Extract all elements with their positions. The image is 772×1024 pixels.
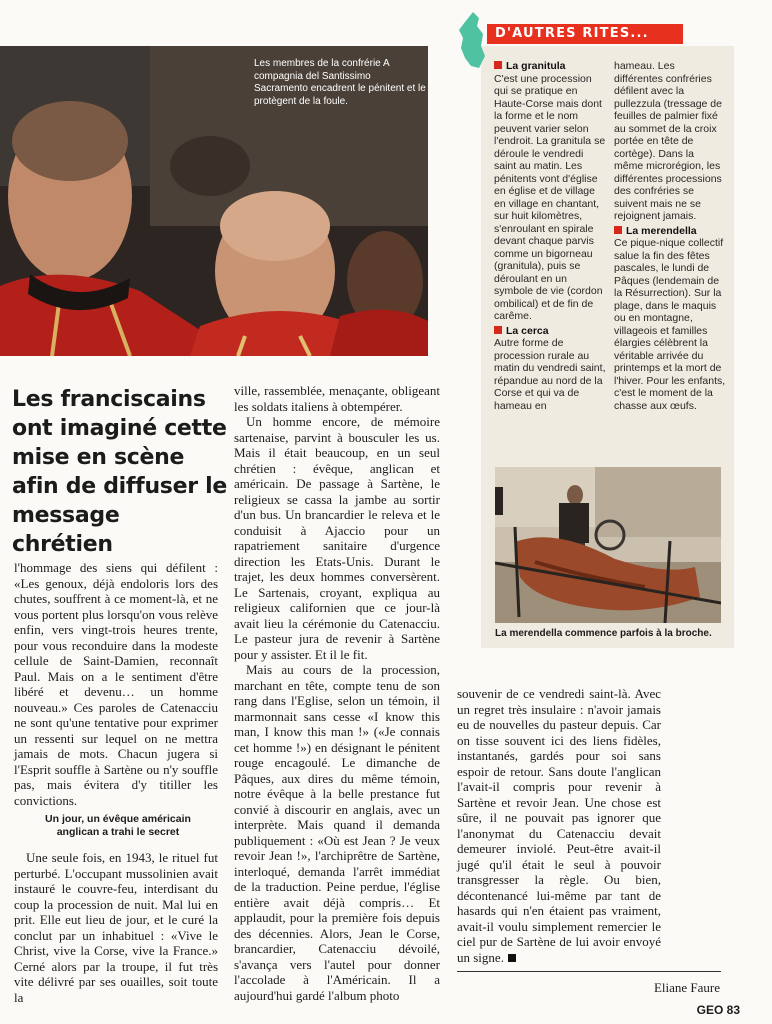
- author-signature: Eliane Faure: [653, 980, 720, 995]
- sidebar-tag: D'AUTRES RITES...: [487, 24, 683, 44]
- section-title: La cerca: [506, 324, 549, 337]
- top-photo-caption: Les membres de la confrérie A compagnia del Santissimo Sacramento encadrent le pénitent et le protègent de la foule.: [254, 58, 426, 107]
- page-number: 83: [726, 1003, 740, 1017]
- article-column-3: [457, 686, 661, 965]
- sidebar-photo-caption: La merendella commence parfois à la broche.: [495, 628, 712, 639]
- top-photo: [0, 46, 428, 356]
- column-1-paragraph: Une seule fois, en 1943, le rituel fut perturbé. L'occupant mussolinien avait instauré le couvre-feu, interdisant du coup la procession de nuit. Mal lui en prit. Elle eut lieu de jour, et le curé la conclut par un inhabituel : «Vive le Christ, vive la Corse, vive la France.» Cerné alors par la troupe, il fut très vite délivré par ses ouailles, soit toute la: [14, 850, 218, 1005]
- page-folio: [680, 1003, 740, 1017]
- section-title: La merendella: [626, 224, 697, 237]
- column-2-paragraph: ville, rassemblée, menaçante, obligeant les soldats italiens à obtempérer.: [234, 383, 440, 414]
- roast-photo-illustration: [495, 467, 721, 623]
- section-text: Ce pique-nique collectif salue la fin des fêtes pascales, le lundi de Pâques (lendemain de la Résurrection). Sur la plage, dans le maquis ou en montagne, villageois et familles élargies célèbrent la véritable arrivée du printemps et la mort de l'hiver. Pour les enfants, c'est le moment de la chasse aux œufs.: [614, 237, 726, 412]
- sidebar-column-a: [494, 60, 606, 412]
- sidebar-photo: [495, 467, 721, 623]
- magazine-name: GEO: [696, 1003, 724, 1017]
- article-column-1: [14, 560, 218, 808]
- column-2-paragraph: Un homme encore, de mémoire sartenaise, parvint à bousculer les us. Mais il était beaucoup, en un seul chrétien : évêque, anglican et américain. De passage à Sartène, le religieux se cassa la jambe au sortir d'un bus. Un brancardier le releva et le conduisit à Ajaccio pour un rapatriement sanitaire d'urgence direction les Etats-Unis. Durant le trajet, les deux hommes conversèrent. Le Sartenais, croyant, expliqua au religieux californien que ce jour-là avait lieu la cérémonie du Catenacciu. Le pasteur jura de revenir à Sartène pour y assister. Et il le fit.: [234, 414, 440, 662]
- article-column-2: [234, 383, 440, 1003]
- column-1-paragraph: l'hommage des siens qui défilent : «Les genoux, déjà endoloris lors des chutes, souffrent à ce moment-là, et ne vous portent plus lorsqu'on vous relève enfin, vers vingt-trois heures trente, pour vous reconduire dans la modeste cellule de Saint-Damien, reconnaît Paul. Mais on a le sentiment d'être libéré et devenu… un homme nouveau.» Ces paroles de Catenacciu ne sont qu'une tentative pour exprimer un ressenti sur lequel on ne mettra jamais de mots. Chacun jugera si l'Esprit souffle à Sartène ou n'y souffle pas, mais évitera d'y titiller les convictions.: [14, 560, 218, 808]
- author-rule: [457, 971, 721, 972]
- sidebar-section-granitula: [494, 60, 606, 73]
- end-mark-icon: [508, 954, 516, 962]
- article-subhead: Un jour, un évêque américain anglican a trahi le secret: [45, 813, 191, 838]
- section-text: C'est une procession qui se pratique en Haute-Corse mais dont la forme et le nom peuvent varier selon l'endroit. La granitula se déroule le vendredi saint au matin. Les pénitents vont d'église en église et de village en village en chantant, sur huit kilomètres, s'enroulant en spirale devant chaque parvis comme un bigorneau (granitula), puis se déroulant en un symbole de vie (cordon ombilical) et de fin de carême.: [494, 72, 606, 322]
- section-title: La granitula: [506, 60, 566, 72]
- column-3-paragraph: souvenir de ce vendredi saint-là. Avec un regret très insulaire : n'avoir jamais eu de nouvelles du pasteur depuis. Car on tisse souvent ici des liens fidèles, instantanés, gardés pour soi sans espoir de retour. Sans doute l'anglican l'avait-il compris pour revenir à Sartène et revoir Jean. Une chose est sûre, il ne pouvait pas ignorer que l'anonymat du Catenacciu devait demeurer inviolé. Peut-être avait-il jugé qu'il était le seul à pouvoir transgresser la règle. Ou bien, décontenancé lui-même par tant de hasards qui n'en étaient pas vraiment, avait-il voulu simplement remercier le ciel pur de Sartène de lui avoir envoyé un signe.: [457, 686, 661, 965]
- column-2-paragraph: Mais au cours de la procession, marchant en tête, compte tenu de son rang dans l'Eglise, selon un témoin, il marmonnait sans cesse «I know this man, I know this man !» («Je connais cet homme !») en désignant le pénitent rouge encagoulé. Le dimanche de Pâques, aux dires du même témoin, notre évêque à la belle prestance fut convié à discourir en anglais, avec un interprète. Mais quand il demanda publiquement : «Où est Jean ? Je veux revoir Jean !», l'archiprêtre de Sartène, interloqué, demanda l'arrêt immédiat de la traduction. Peine perdue, l'église entière avait déjà compris… Et applaudit, pour la première fois depuis des décennies. Alors, Jean le Corse, brancardier, Catenacciu dévoilé, s'avança vers l'autel pour donner l'accolade à l'Américain. Il a aujourd'hui gardé l'album photo: [234, 662, 440, 1003]
- article-headline: Les franciscains ont imaginé cette mise en scène afin de diffuser le message chrétien: [12, 387, 227, 557]
- section-bullet-icon: [614, 226, 622, 234]
- article-column-1-continued: [14, 850, 218, 1005]
- section-bullet-icon: [494, 326, 502, 334]
- sidebar-section-merendella: [614, 225, 726, 238]
- section-text: hameau. Les différentes confréries défilent avec la pullezzula (tressage de feuilles de palmier fixé au sommet de la croix portée en tête de cortège). Dans la même microrégion, les différentes processions des confréries se suivent mais ne se rejoignent jamais.: [614, 60, 722, 222]
- corsica-map-icon: [457, 12, 487, 70]
- sidebar-column-b: [614, 60, 726, 412]
- section-text: Autre forme de procession rurale au matin du vendredi saint, répandue au nord de la Corse et qui va de hameau en: [494, 337, 606, 412]
- section-bullet-icon: [494, 61, 502, 69]
- sidebar-section-cerca: [494, 325, 606, 338]
